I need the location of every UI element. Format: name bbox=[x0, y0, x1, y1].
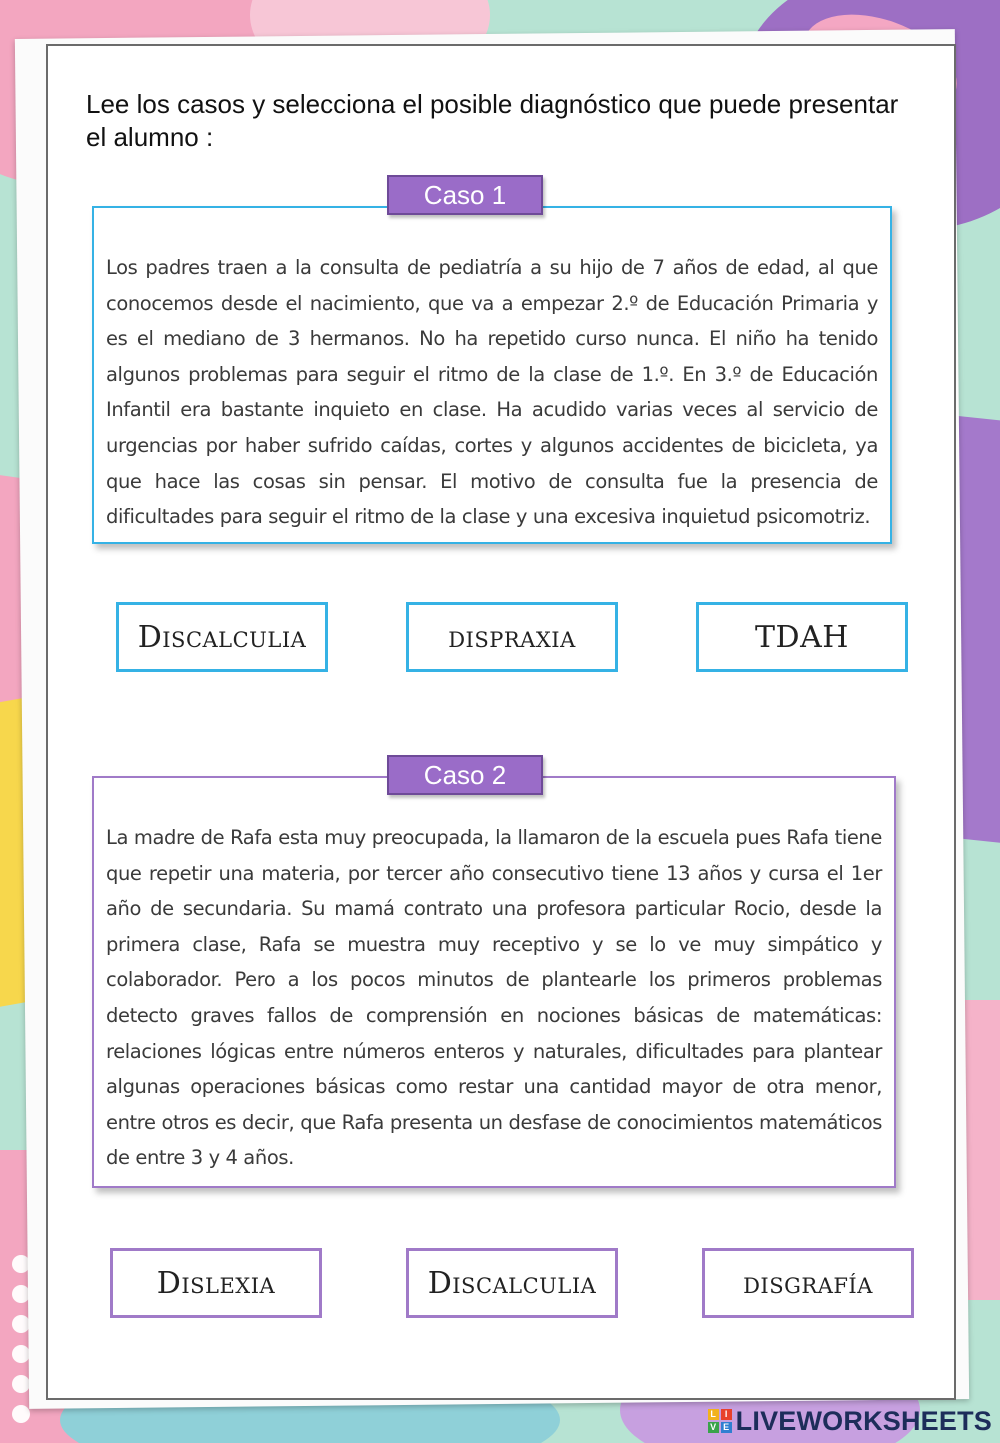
case-1-option-tdah[interactable]: TDAH bbox=[696, 602, 908, 672]
case-2-box bbox=[92, 776, 896, 1188]
liveworksheets-brand-text: LIVEWORKSHEETS bbox=[735, 1405, 992, 1436]
worksheet-page bbox=[46, 44, 956, 1400]
case-2-option-disgrafia[interactable]: disgrafía bbox=[702, 1248, 914, 1318]
case-2-option-discalculia[interactable]: Discalculia bbox=[406, 1248, 618, 1318]
case-1-tag: Caso 1 bbox=[387, 175, 543, 215]
instruction-text: Lee los casos y selecciona el posible diagnóstico que puede presentar el alumno : bbox=[86, 89, 899, 152]
case-1-option-dispraxia[interactable]: dispraxia bbox=[406, 602, 618, 672]
case-1-option-discalculia[interactable]: Discalculia bbox=[116, 602, 328, 672]
liveworksheets-logo[interactable] bbox=[708, 1404, 992, 1438]
case-1-text: Los padres traen a la consulta de pediatría a su hijo de 7 años de edad, al que conocemos desde el nacimiento, que va a empezar 2.º de Educación Primaria y es el mediano de 3 hermanos. No ha repetido curso nunca. El niño ha tenido algunos problemas para seguir el ritmo de la clase de 1.º. En 3.º de Educación Infantil era bastante inquieto en clase. Ha acudido varias veces al servicio de urgencias por haber sufrido caídas, cortes y algunos accidentes de bicicleta, ya que hace las cosas sin pensar. El motivo de consulta fue la presencia de dificultades para seguir el ritmo de la clase y una excesiva inquietud psicomotriz. bbox=[106, 256, 878, 529]
case-2-option-dislexia[interactable]: Dislexia bbox=[110, 1248, 322, 1318]
case-1-box bbox=[92, 206, 892, 544]
case-2-tag: Caso 2 bbox=[387, 755, 543, 795]
liveworksheets-logo-icon: L I V E bbox=[708, 1409, 732, 1433]
case-2-text: La madre de Rafa esta muy preocupada, la llamaron de la escuela pues Rafa tiene que repetir una materia, por tercer año consecutivo tiene 13 años y cursa el 1er año de secundaria. Su mamá contrato una profesora particular Rocio, desde la primera clase, Rafa se muestra muy receptivo y se lo ve muy simpático y colaborador. Pero a los pocos minutos de plantearle los primeros problemas detecto graves fallos de comprensión en nociones básicas de matemáticas: relaciones lógicas entre números enteros y naturales, dificultades para plantear algunas operaciones básicas como restar una cantidad mayor de otra menor, entre otros es decir, que Rafa presenta un desfase de conocimientos matemáticos de entre 3 y 4 años. bbox=[106, 826, 882, 1170]
